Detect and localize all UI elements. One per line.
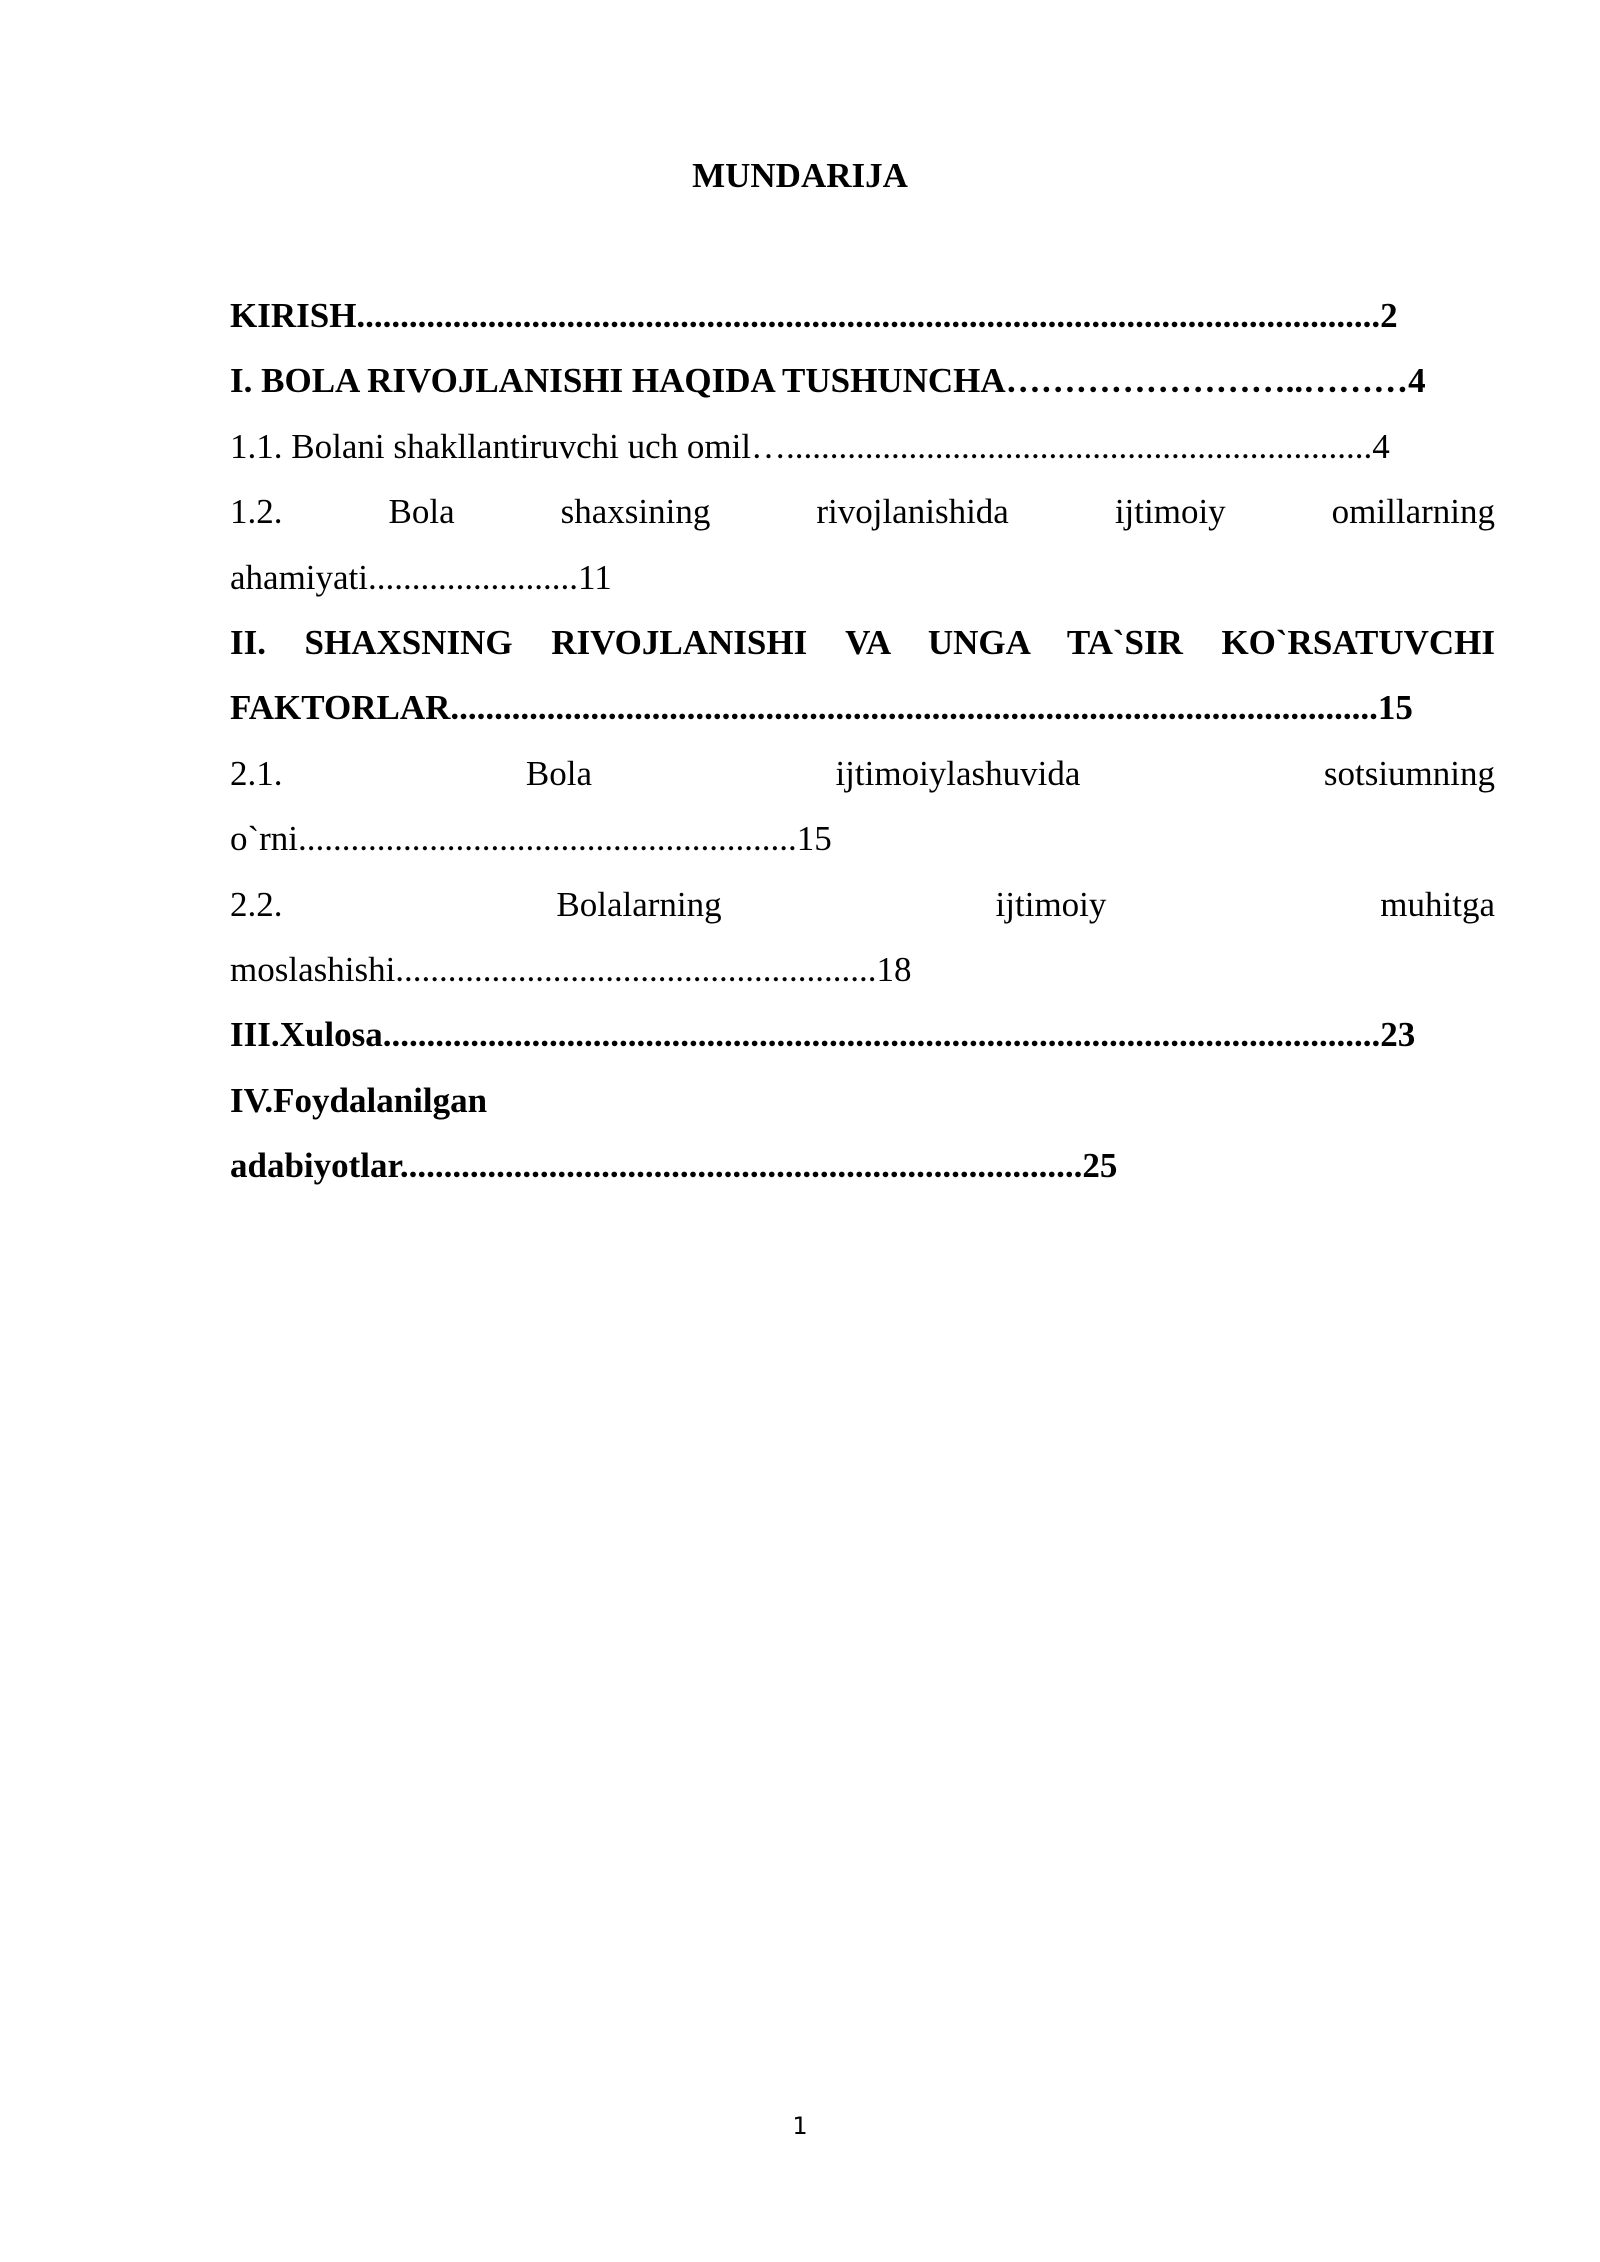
toc-entry-section-2-2: 2.2. Bolalarning ijtimoiy muhitga xyxy=(230,884,1495,924)
toc-entry-chapter-2: II. SHAXSNING RIVOJLANISHI VA UNGA TA`SIR KO`RSATUVCHI xyxy=(230,623,1495,663)
toc-entry-section-2-2-cont: moslashishi.......................................................18 xyxy=(230,950,912,990)
toc-entry-chapter-2-cont: FAKTORLAR..........................................................................................................15 xyxy=(230,688,1413,728)
page-title: MUNDARIJA xyxy=(692,156,908,195)
toc-entry-section-1-1: 1.1. Bolani shakllantiruvchi uch omil…...................................................................4 xyxy=(230,426,1390,466)
toc-entry-chapter-1: I. BOLA RIVOJLANISHI HAQIDA TUSHUNCHA……………………..………4 xyxy=(230,361,1426,401)
toc-entry-section-1-2: 1.2. Bola shaxsining rivojlanishida ijtimoiy omillarning xyxy=(230,492,1495,532)
table-of-contents xyxy=(230,283,1495,1199)
toc-entry-section-1-2-cont: ahamiyati........................11 xyxy=(230,557,612,597)
toc-entry-chapter-3: III.Xulosa..................................................................................................................23 xyxy=(230,1015,1416,1055)
toc-entry-chapter-4: IV.Foydalanilgan xyxy=(230,1080,488,1120)
toc-entry-section-2-1: 2.1. Bola ijtimoiylashuvida sotsiumning xyxy=(230,753,1495,793)
toc-entry-kirish: KIRISH.....................................................................................................................2 xyxy=(230,296,1398,335)
toc-entry-chapter-4-cont: adabiyotlar..............................................................................25 xyxy=(230,1146,1118,1186)
page-number: 1 xyxy=(792,2112,808,2140)
toc-entry-section-2-1-cont: o`rni.........................................................15 xyxy=(230,819,832,859)
